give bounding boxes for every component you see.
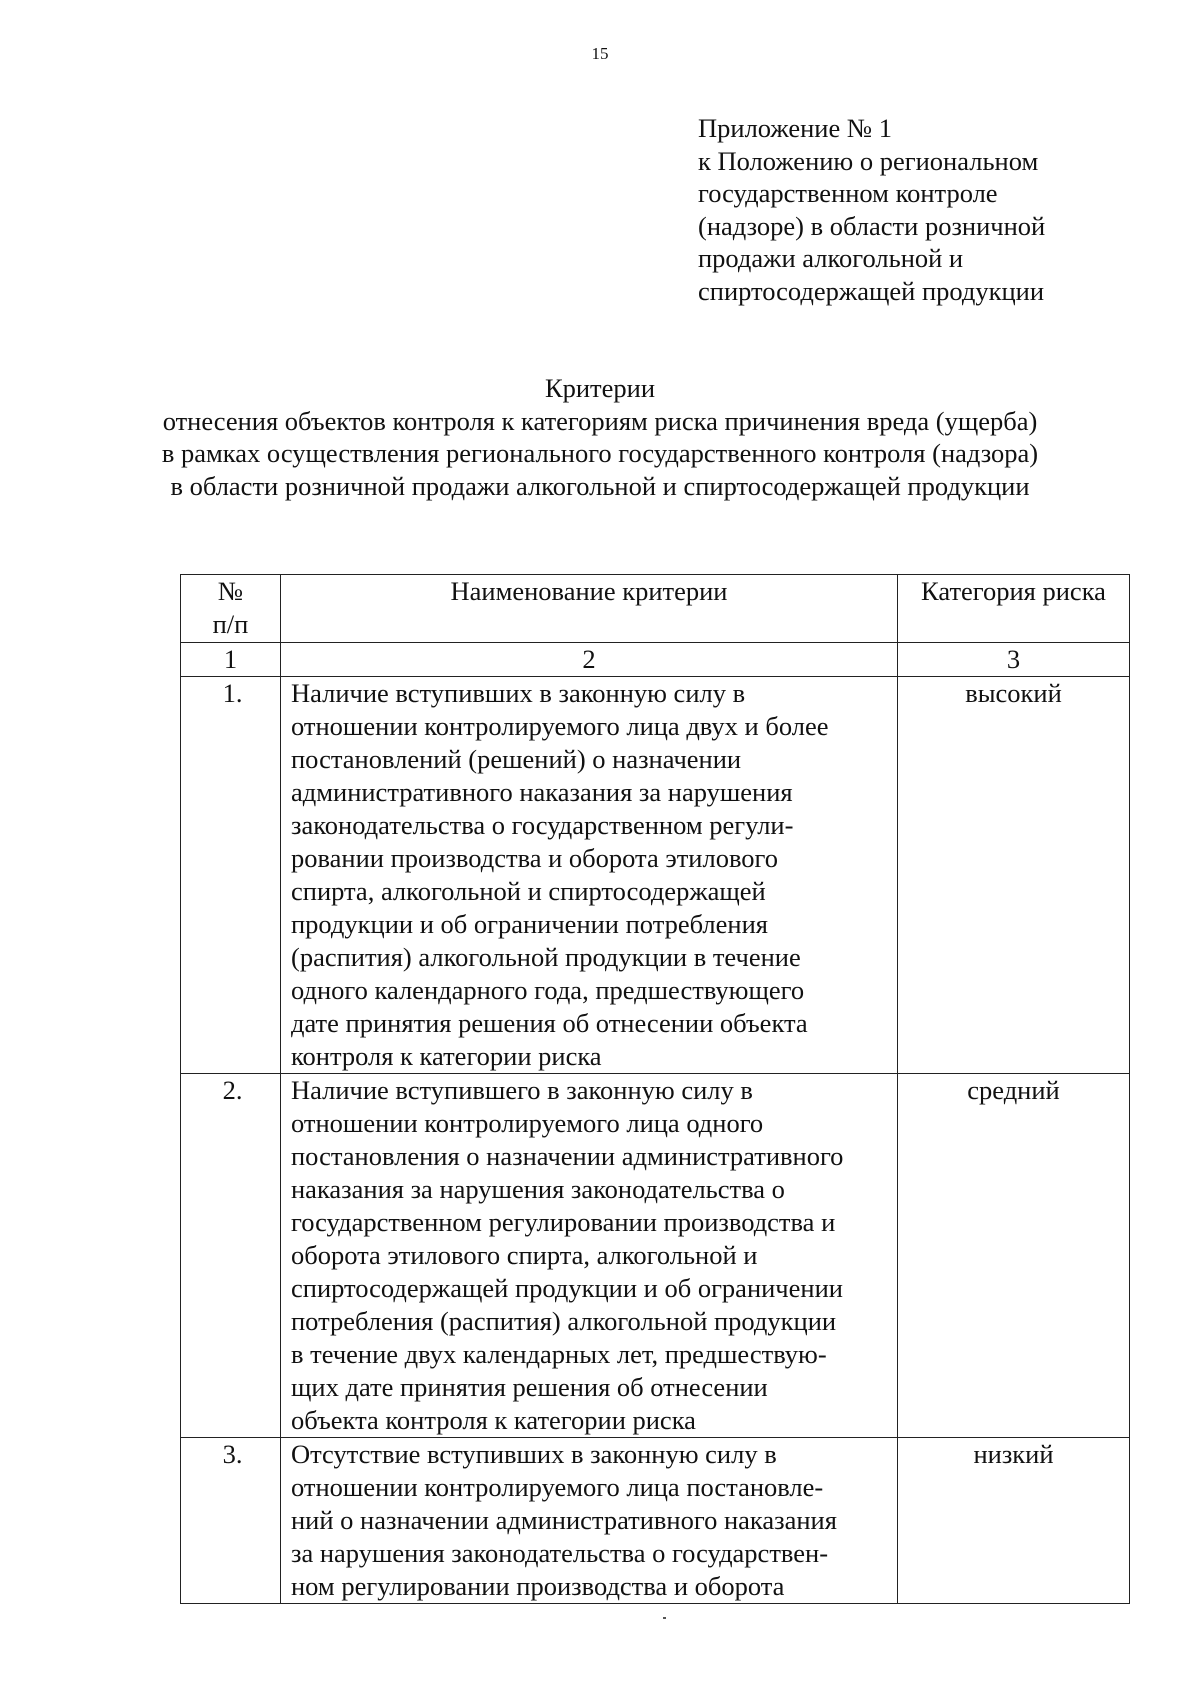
criterion-line: наказания за нарушения законодательства о <box>291 1174 785 1204</box>
table-header-row <box>181 575 1130 643</box>
criterion-line: отношении контролируемого лица двух и более <box>291 711 829 741</box>
table-row <box>181 677 1130 1074</box>
criterion-line: ровании производства и оборота этилового <box>291 843 779 873</box>
criterion-line: в течение двух календарных лет, предшествую- <box>291 1339 827 1369</box>
criterion-line: щих дате принятия решения об отнесении <box>291 1372 768 1402</box>
criterion-line: ний о назначении административного наказания <box>291 1505 837 1535</box>
criterion-line: постановлений (решений) о назначении <box>291 744 742 774</box>
criterion-line: спиртосодержащей продукции и об ограничении <box>291 1273 843 1303</box>
criterion-line: отношении контролируемого лица постановле- <box>291 1472 824 1502</box>
row-number: 1. <box>181 677 281 1074</box>
header-number <box>181 575 281 643</box>
title-heading: Критерии <box>544 373 656 403</box>
criterion-line: потребления (распития) алкогольной продукции <box>291 1306 837 1336</box>
criteria-table <box>180 574 1130 1604</box>
criterion-line: ном регулировании производства и оборота <box>291 1571 785 1601</box>
row-number: 2. <box>181 1074 281 1438</box>
criterion-line: государственном регулировании производства и <box>291 1207 836 1237</box>
risk-category: высокий <box>898 677 1130 1074</box>
column-number-row <box>181 643 1130 677</box>
criterion-line: Отсутствие вступивших в законную силу в <box>291 1439 777 1469</box>
criterion-line: продукции и об ограничении потребления <box>291 909 768 939</box>
criterion-line: Наличие вступившего в законную силу в <box>291 1075 753 1105</box>
table-row <box>181 1438 1130 1604</box>
column-number: 2 <box>281 643 898 677</box>
appendix-line: к Положению о региональном <box>698 145 1039 176</box>
header-criterion-name: Наименование критерии <box>281 575 898 643</box>
header-number-abbr: п/п <box>212 609 249 639</box>
appendix-line: Приложение № 1 <box>698 113 893 143</box>
document-title <box>0 372 1200 502</box>
criterion-text <box>281 1074 898 1438</box>
risk-category: средний <box>898 1074 1130 1438</box>
criterion-line: отношении контролируемого лица одного <box>291 1108 764 1138</box>
header-risk-category: Категория риска <box>898 575 1130 643</box>
row-number: 3. <box>181 1438 281 1604</box>
appendix-line: государственном контроле <box>698 178 998 208</box>
column-number: 1 <box>181 643 281 677</box>
appendix-line: продажи алкогольной и <box>698 243 964 273</box>
appendix-note <box>698 112 1168 307</box>
page-number: 15 <box>591 44 609 63</box>
appendix-line: спиртосодержащей продукции <box>698 275 1045 306</box>
title-line: отнесения объектов контроля к категориям риска причинения вреда (ущерба) <box>162 405 1038 436</box>
criterion-text <box>281 1438 898 1604</box>
criterion-line: спирта, алкогольной и спиртосодержащей <box>291 876 766 906</box>
criterion-line: постановления о назначении административного <box>291 1141 844 1171</box>
criterion-line: оборота этилового спирта, алкогольной и <box>291 1240 758 1270</box>
appendix-line: (надзоре) в области розничной <box>698 210 1046 241</box>
risk-category: низкий <box>898 1438 1130 1604</box>
column-number: 3 <box>898 643 1130 677</box>
criterion-line: одного календарного года, предшествующего <box>291 975 805 1005</box>
criterion-line: за нарушения законодательства о государствен- <box>291 1538 829 1568</box>
criterion-line: дате принятия решения об отнесении объекта <box>291 1008 808 1038</box>
title-line: в рамках осуществления регионального государственного контроля (надзора) <box>161 438 1039 468</box>
title-line: в области розничной продажи алкогольной и спиртосодержащей продукции <box>170 470 1030 501</box>
criterion-line: Наличие вступивших в законную силу в <box>291 678 746 708</box>
table-row <box>181 1074 1130 1438</box>
criterion-line: объекта контроля к категории риска <box>291 1405 696 1435</box>
criterion-line: (распития) алкогольной продукции в течение <box>291 942 801 972</box>
criterion-line: административного наказания за нарушения <box>291 777 793 807</box>
header-number-symbol: № <box>217 576 244 606</box>
criterion-line: контроля к категории риска <box>291 1041 602 1071</box>
scan-speck <box>663 1617 666 1619</box>
criterion-line: законодательства о государственном регули- <box>291 810 794 840</box>
criterion-text <box>281 677 898 1074</box>
